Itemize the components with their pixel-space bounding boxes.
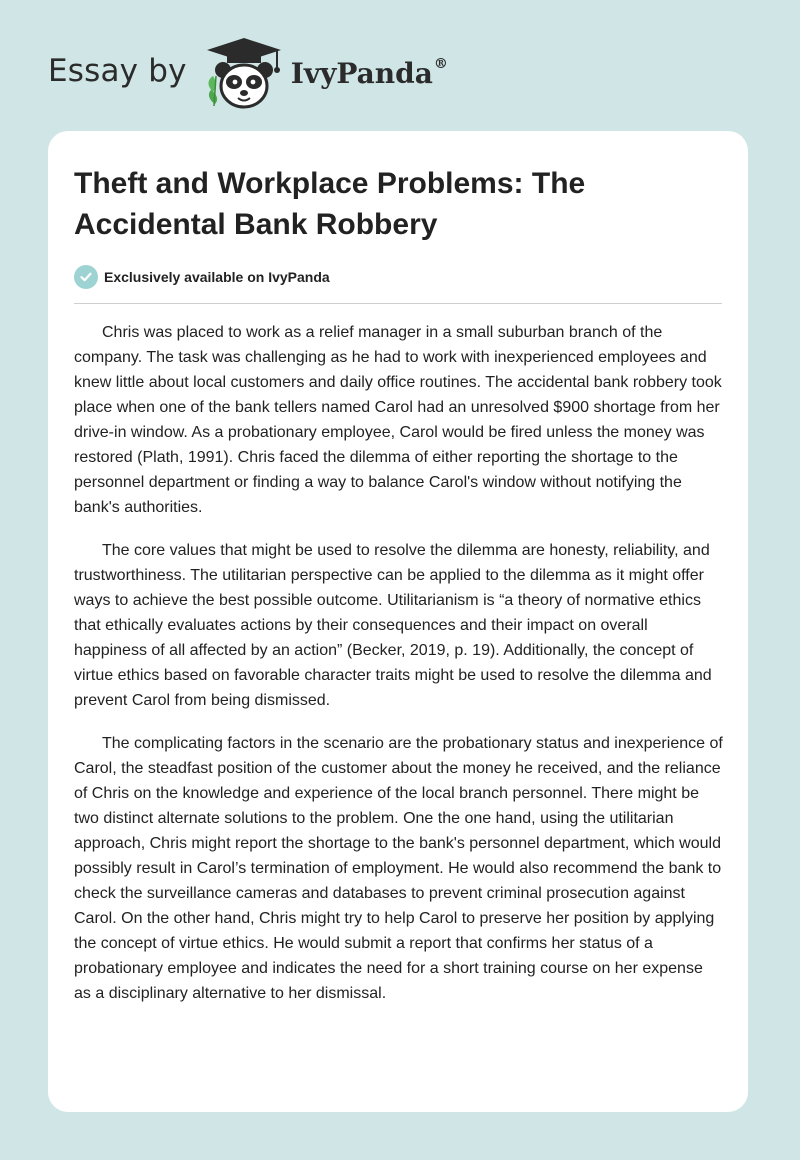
- article-paragraph: The core values that might be used to resolve the dilemma are honesty, reliability, and trustworthiness. The utilitarian perspective can be applied to the dilemma as it might offer ways to achieve the best possible outcome. Utilitarianism is “a theory of normative ethics that ethically evaluates actions by their consequences and their impact on overall happiness of all affected by an action” (Becker, 2019, p. 19). Additionally, the concept of virtue ethics based on favorable character traits might be used to resolve the dilemma and prevent Carol from being dismissed.: [74, 542, 712, 709]
- article-paragraph: The complicating factors in the scenario are the probationary status and inexperience of Carol, the steadfast position of the customer about the money he received, and the reliance of Chris on the knowledge and experience of the local branch personnel. There might be two distinct alternate solutions to the problem. One the one hand, using the utilitarian approach, Chris might report the shortage to the bank's personnel department, which would possibly result in Carol’s termination of employment. He would also recommend the bank to check the surveillance cameras and databases to prevent criminal prosecution against Carol. On the other hand, Chris might try to help Carol to preserve her position by applying the concept of virtue ethics. He would submit a report that confirms her status of a probationary employee and indicates the need for a short training course on her expense as a disciplinary alternative to her dismissal.: [74, 735, 723, 1002]
- brand-name[interactable]: [291, 57, 448, 90]
- article-card: [48, 131, 748, 1112]
- site-header: [48, 36, 448, 112]
- article-paragraph: Chris was placed to work as a relief manager in a small suburban branch of the company. The task was challenging as he had to work with inexperienced employees and knew little about local customers and daily office routines. The accidental bank robbery took place when one of the bank tellers named Carol had an unresolved $900 shortage from her drive-in window. As a probationary employee, Carol would be fired unless the money was restored (Plath, 1991). Chris faced the dilemma of either reporting the shortage to the personnel department or finding a way to balance Carol's window without notifying the bank's authorities.: [74, 324, 722, 516]
- panda-graduation-cap-logo-icon[interactable]: [201, 36, 287, 112]
- registered-mark: ®: [433, 56, 448, 73]
- check-circle-icon: [74, 265, 98, 289]
- essay-by-label: Essay by: [48, 53, 187, 89]
- brand-name-text: IvyPanda: [290, 56, 433, 90]
- article-title: Theft and Workplace Problems: The Accidental Bank Robbery: [74, 167, 586, 241]
- article-body: [74, 320, 724, 1024]
- title-divider: [74, 303, 722, 304]
- exclusive-badge: [74, 265, 330, 289]
- exclusive-badge-label: Exclusively available on IvyPanda: [104, 269, 330, 285]
